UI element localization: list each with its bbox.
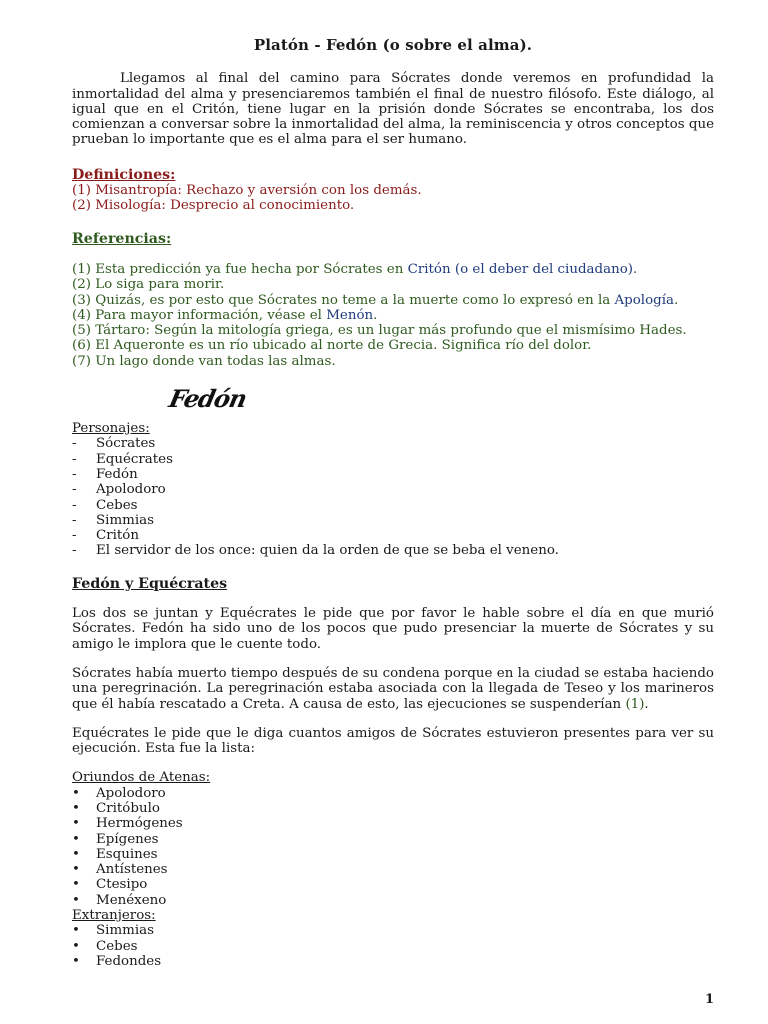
list-item: • Cebes <box>72 938 138 954</box>
athens-label: Oriundos de Atenas: <box>72 770 211 786</box>
foreigners-list <box>72 923 714 969</box>
list-item: • Simmias <box>72 923 154 939</box>
reference-link-menon[interactable]: Menón <box>326 307 374 323</box>
list-item: • Ctesipo <box>72 877 148 893</box>
list-item: - Critón <box>72 528 139 544</box>
section-paragraph: Equécrates le pide que le diga cuantos amigos de Sócrates estuvieron presentes para ver su ejecución. Esta fue la lista: <box>72 725 714 757</box>
section-heading: Fedón y Equécrates <box>72 575 228 592</box>
intro-paragraph: Llegamos al final del camino para Sócrates donde veremos en profundidad la inmortalidad del alma y presenciaremos también el final de nuestro filósofo. Este diálogo, al igual que en el Critón, tiene lugar en la prisión donde Sócrates se encontraba, los dos comienzan a conversar sobre la inmortalidad del alma, la reminiscencia y otros conceptos que prueban lo importante que es el alma para el ser humano. <box>72 71 714 148</box>
references-list <box>72 262 714 369</box>
list-item: • Critóbulo <box>72 800 160 816</box>
document-title: Platón - Fedón (o sobre el alma). <box>253 36 533 54</box>
list-item: - Apolodoro <box>72 482 166 498</box>
document-page <box>72 38 714 969</box>
list-item: - El servidor de los once: quien da la orden de que se beba el veneno. <box>72 543 559 559</box>
athens-list <box>72 786 714 908</box>
references-heading: Referencias: <box>72 230 172 247</box>
definitions-heading: Definiciones: <box>72 166 176 183</box>
reference-item: (1) Esta predicción ya fue hecha por Sócrates en Critón (o el deber del ciudadano). <box>72 261 638 277</box>
section-paragraph: Sócrates había muerto tiempo después de su condena porque en la ciudad se estaba haciendo una peregrinación. La peregrinación estaba asociada con la llegada de Teseo y los marineros que él había rescatado a Creta. A causa de esto, las ejecuciones se suspenderían (1). <box>72 665 714 712</box>
fedon-script-title: Fedón <box>166 384 249 414</box>
list-item: • Menéxeno <box>72 892 167 908</box>
list-item: • Epígenes <box>72 831 159 847</box>
definition-item: (2) Misología: Desprecio al conocimiento. <box>72 198 355 214</box>
list-item: • Fedondes <box>72 953 162 969</box>
reference-item: (7) Un lago donde van todas las almas. <box>72 353 336 369</box>
list-item: • Antístenes <box>72 862 168 878</box>
page-number: 1 <box>704 992 714 1007</box>
reference-link-criton[interactable]: Critón (o el deber del ciudadano) <box>407 261 633 277</box>
list-item: - Sócrates <box>72 436 156 452</box>
characters-list <box>72 436 714 558</box>
list-item: - Equécrates <box>72 451 173 467</box>
footnote-ref[interactable]: (1) <box>625 696 645 712</box>
foreigners-label: Extranjeros: <box>72 908 156 924</box>
reference-item: (3) Quizás, es por esto que Sócrates no teme a la muerte como lo expresó en la Apología. <box>72 292 679 308</box>
section-paragraph: Los dos se juntan y Equécrates le pide que por favor le hable sobre el día en que murió Sócrates. Fedón ha sido uno de los pocos que pudo presenciar la muerte de Sócrates y su amigo le implora que le cuente todo. <box>72 606 714 652</box>
list-item: - Fedón <box>72 466 138 482</box>
reference-item: (2) Lo siga para morir. <box>72 277 225 293</box>
definition-item: (1) Misantropía: Rechazo y aversión con los demás. <box>72 183 422 199</box>
list-item: • Esquines <box>72 846 158 862</box>
reference-item: (6) El Aqueronte es un río ubicado al norte de Grecia. Significa río del dolor. <box>72 338 592 354</box>
characters-label: Personajes: <box>72 421 150 437</box>
list-item: - Simmias <box>72 512 154 528</box>
reference-item: (4) Para mayor información, véase el Menón. <box>72 307 378 323</box>
reference-link-apologia[interactable]: Apología <box>614 292 674 308</box>
reference-item: (5) Tártaro: Según la mitología griega, es un lugar más profundo que el mismísimo Hades. <box>72 323 687 339</box>
list-item: • Apolodoro <box>72 785 166 801</box>
list-item: - Cebes <box>72 497 138 513</box>
list-item: • Hermógenes <box>72 816 183 832</box>
